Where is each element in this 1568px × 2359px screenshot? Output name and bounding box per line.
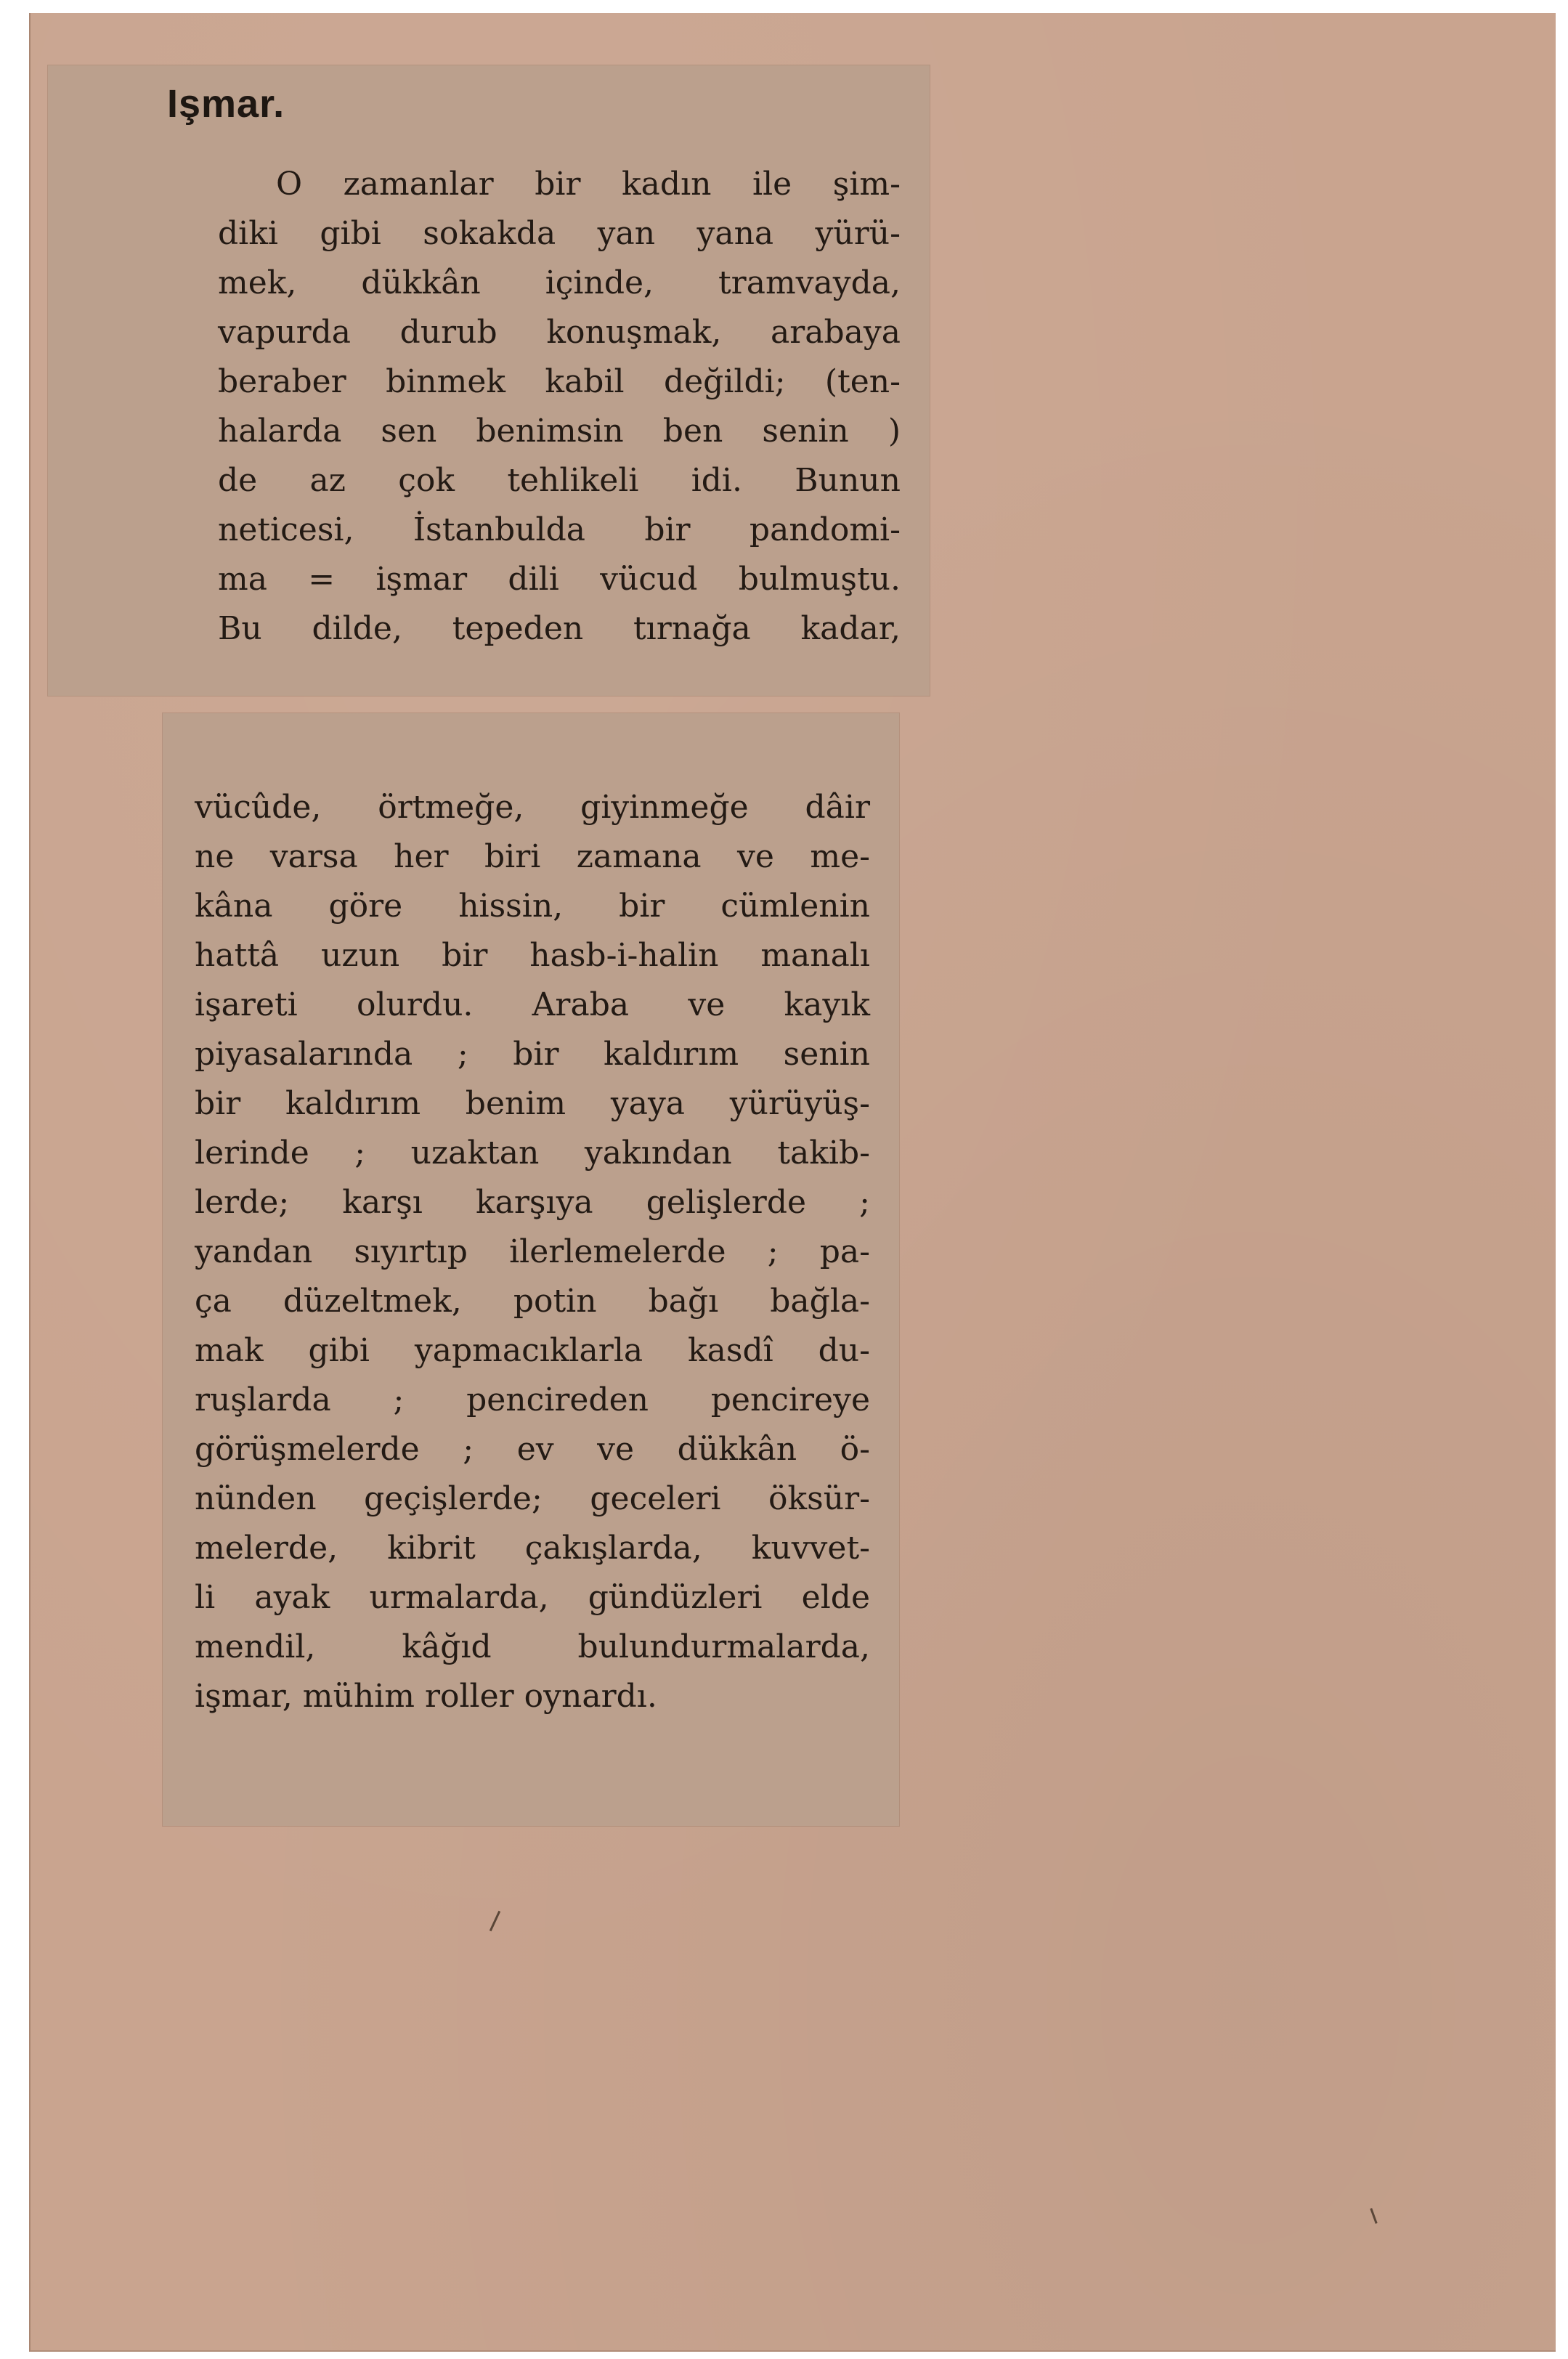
text-line: vapurda durub konuşmak, arabaya	[218, 314, 901, 351]
text-line: ne varsa her biri zamana ve me-	[195, 838, 870, 875]
text-line: ma = işmar dili vücud bulmuştu.	[218, 561, 901, 598]
text-line: neticesi, İstanbulda bir pandomi-	[218, 511, 901, 548]
text-line: melerde, kibrit çakışlarda, kuvvet-	[195, 1530, 870, 1567]
text-line: işareti olurdu. Araba ve kayık	[195, 986, 870, 1023]
text-line: kâna göre hissin, bir cümlenin	[195, 888, 870, 925]
text-line: li ayak urmalarda, gündüzleri elde	[195, 1579, 870, 1616]
text-line: beraber binmek kabil değildi; (ten-	[218, 363, 901, 400]
text-line: lerde; karşı karşıya gelişlerde ;	[195, 1184, 870, 1221]
text-line: işmar, mühim roller oynardı.	[195, 1678, 657, 1715]
text-line: vücûde, örtmeğe, giyinmeğe dâir	[195, 789, 870, 826]
text-line: mak gibi yapmacıklarla kasdî du-	[195, 1332, 870, 1369]
text-line: yandan sıyırtıp ilerlemelerde ; pa-	[195, 1233, 870, 1270]
text-line: Bu dilde, tepeden tırnağa kadar,	[218, 610, 901, 647]
text-line: ruşlarda ; pencireden pencireye	[195, 1381, 870, 1418]
text-line: görüşmelerde ; ev ve dükkân ö-	[195, 1431, 870, 1468]
text-line: mendil, kâğıd bulundurmalarda,	[195, 1628, 870, 1665]
text-line: diki gibi sokakda yan yana yürü-	[218, 215, 901, 252]
text-line: piyasalarında ; bir kaldırım senin	[195, 1036, 870, 1073]
text-line: lerinde ; uzaktan yakından takib-	[195, 1134, 870, 1172]
text-line: halarda sen benimsin ben senin )	[218, 413, 901, 450]
article-title: Işmar.	[167, 82, 285, 126]
text-line: O zamanlar bir kadın ile şim-	[276, 166, 901, 203]
text-line: bir kaldırım benim yaya yürüyüş-	[195, 1085, 870, 1122]
text-line: hattâ uzun bir hasb-i-halin manalı	[195, 937, 870, 974]
text-line: nünden geçişlerde; geceleri öksür-	[195, 1480, 870, 1517]
text-line: de az çok tehlikeli idi. Bunun	[218, 462, 901, 499]
text-line: ça düzeltmek, potin bağı bağla-	[195, 1283, 870, 1320]
text-line: mek, dükkân içinde, tramvayda,	[218, 264, 901, 301]
